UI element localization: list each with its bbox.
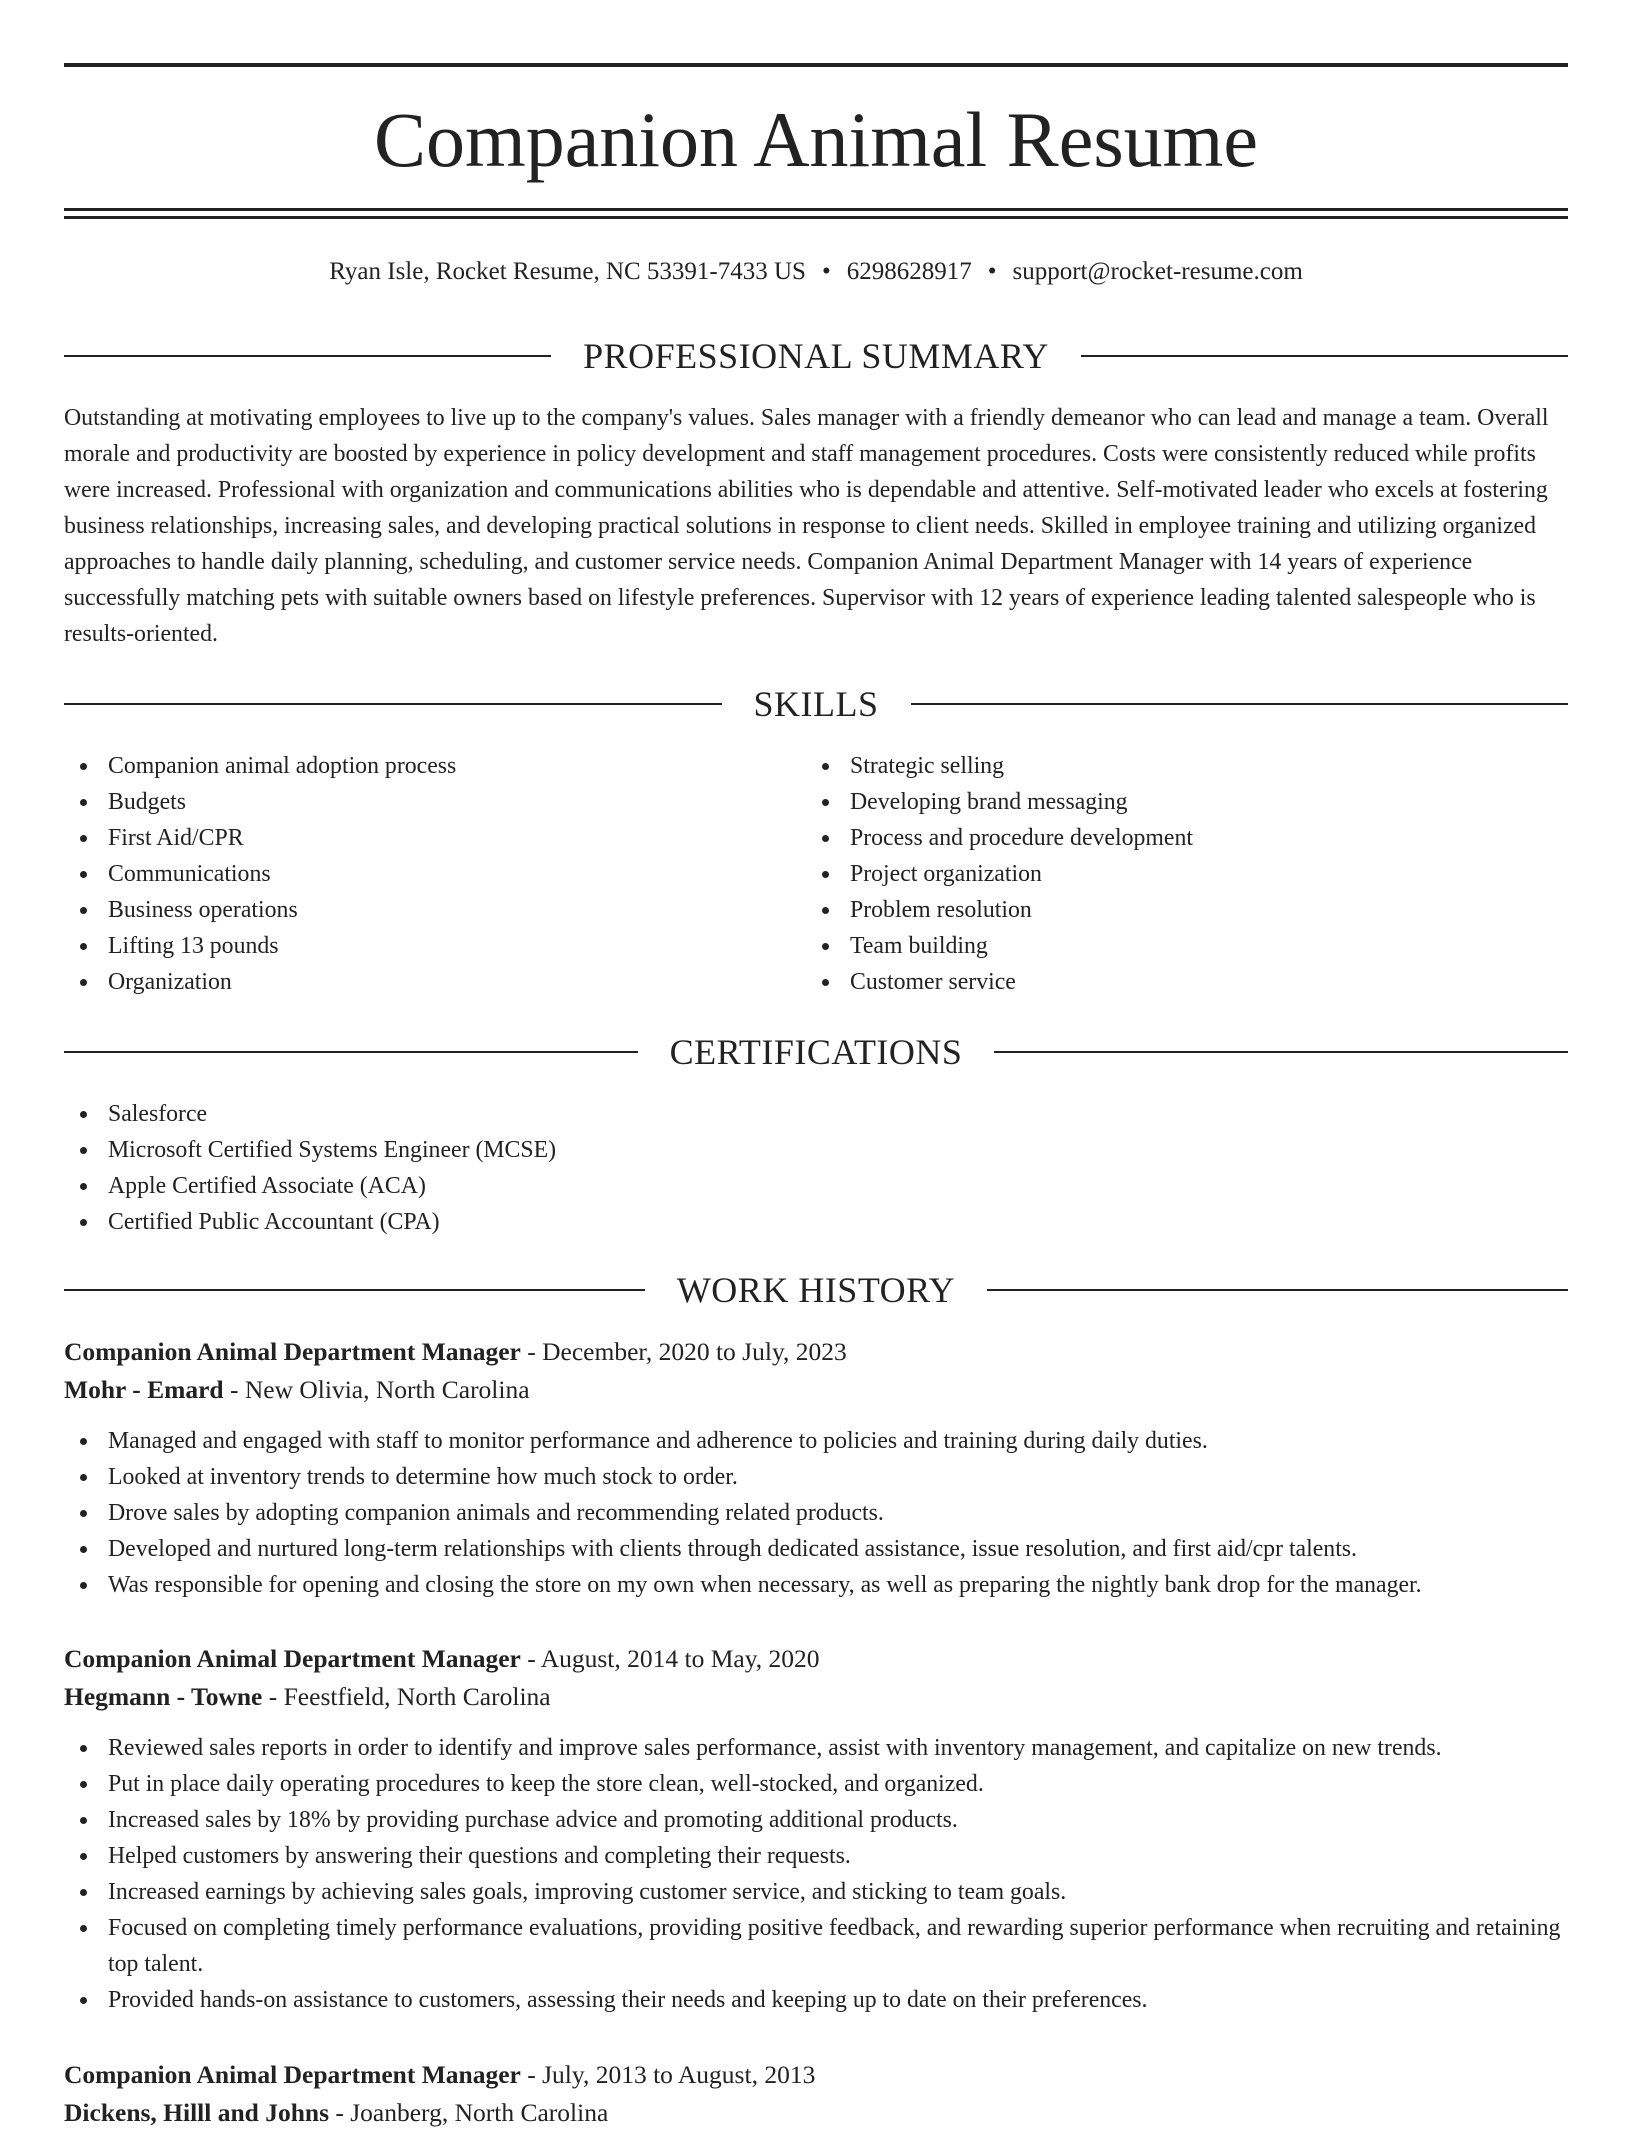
job-duty-item: Looked at inventory trends to determine how much stock to order. bbox=[64, 1459, 1568, 1495]
job-company: Dickens, Hilll and Johns bbox=[64, 2098, 329, 2127]
job-location: New Olivia, North Carolina bbox=[244, 1375, 530, 1404]
job-duty-item: Reviewed sales reports in order to identify and improve sales performance, assist with inventory management, and capitalize on new trends. bbox=[64, 1730, 1568, 1766]
skill-item: Customer service bbox=[806, 964, 1568, 1000]
job-entry bbox=[64, 1333, 1568, 1603]
job-company: Mohr - Emard bbox=[64, 1375, 224, 1404]
heading-rule bbox=[994, 1051, 1568, 1053]
heading-rule bbox=[64, 703, 722, 705]
job-duty-item: Developed and nurtured long-term relationships with clients through dedicated assistance, issue resolution, and first aid/cpr talents. bbox=[64, 1531, 1568, 1567]
contact-address: Ryan Isle, Rocket Resume, NC 53391-7433 US bbox=[329, 258, 806, 285]
job-duty-item: Was responsible for opening and closing the store on my own when necessary, as well as preparing the nightly bank drop for the manager. bbox=[64, 1567, 1568, 1603]
contact-separator: • bbox=[821, 258, 831, 285]
skill-item: Project organization bbox=[806, 856, 1568, 892]
job-duty-item: Managed and engaged with staff to monitor performance and adherence to policies and training during daily duties. bbox=[64, 1423, 1568, 1459]
job-entry bbox=[64, 1640, 1568, 2018]
skill-item: Strategic selling bbox=[806, 748, 1568, 784]
section-title: WORK HISTORY bbox=[676, 1270, 956, 1310]
job-duty-item: Increased earnings by achieving sales goals, improving customer service, and sticking to team goals. bbox=[64, 1874, 1568, 1910]
job-duty-item: Helped customers by answering their questions and completing their requests. bbox=[64, 1838, 1568, 1874]
section-heading-summary bbox=[64, 334, 1568, 378]
section-heading-certifications bbox=[64, 1030, 1568, 1074]
section-heading-skills bbox=[64, 682, 1568, 726]
header-top-rule bbox=[64, 63, 1568, 67]
skill-item: Process and procedure development bbox=[806, 820, 1568, 856]
section-heading-work-history bbox=[64, 1268, 1568, 1312]
skill-item: Lifting 13 pounds bbox=[64, 928, 804, 964]
heading-rule bbox=[987, 1289, 1568, 1291]
header-double-rule-lower bbox=[64, 216, 1568, 219]
heading-rule bbox=[1081, 355, 1568, 357]
job-company: Hegmann - Towne bbox=[64, 1682, 263, 1711]
contact-phone: 6298628917 bbox=[846, 258, 972, 285]
certification-item: Apple Certified Associate (ACA) bbox=[64, 1168, 1568, 1204]
section-title: PROFESSIONAL SUMMARY bbox=[583, 336, 1049, 376]
heading-rule bbox=[64, 355, 551, 357]
heading-rule bbox=[64, 1289, 645, 1291]
skill-item: Organization bbox=[64, 964, 804, 1000]
skill-item: Problem resolution bbox=[806, 892, 1568, 928]
job-title: Companion Animal Department Manager bbox=[64, 1644, 521, 1673]
job-duty-item: Focused on completing timely performance evaluations, providing positive feedback, and rewarding superior performance when recruiting and retaining top talent. bbox=[64, 1910, 1568, 1982]
contact-info bbox=[64, 254, 1568, 290]
job-role-line: Companion Animal Department Manager - July, 2013 to August, 2013 bbox=[64, 2060, 816, 2089]
job-duties-list bbox=[64, 1423, 1568, 1603]
heading-rule bbox=[64, 1051, 638, 1053]
job-title: Companion Animal Department Manager bbox=[64, 1337, 521, 1366]
heading-rule bbox=[911, 703, 1569, 705]
certification-item: Salesforce bbox=[64, 1096, 1568, 1132]
job-location: Feestfield, North Carolina bbox=[283, 1682, 551, 1711]
job-role-line: Companion Animal Department Manager - August, 2014 to May, 2020 bbox=[64, 1644, 820, 1673]
job-duties-list bbox=[64, 1730, 1568, 2018]
skill-item: Companion animal adoption process bbox=[64, 748, 804, 784]
job-title: Companion Animal Department Manager bbox=[64, 2060, 521, 2089]
job-dates: August, 2014 to May, 2020 bbox=[540, 1644, 820, 1673]
job-company-line: Dickens, Hilll and Johns - Joanberg, North Carolina bbox=[64, 2098, 609, 2127]
contact-separator: • bbox=[987, 258, 997, 285]
job-company-line: Mohr - Emard - New Olivia, North Carolina bbox=[64, 1375, 530, 1404]
resume-title: Companion Animal Resume bbox=[374, 96, 1258, 183]
job-entry bbox=[64, 2056, 1568, 2146]
job-duty-item: Increased sales by 18% by providing purchase advice and promoting additional products. bbox=[64, 1802, 1568, 1838]
skill-item: Developing brand messaging bbox=[806, 784, 1568, 820]
certifications-list bbox=[64, 1096, 1568, 1240]
skill-item: Team building bbox=[806, 928, 1568, 964]
job-company-line: Hegmann - Towne - Feestfield, North Carolina bbox=[64, 1682, 551, 1711]
header-double-rule-upper bbox=[64, 208, 1568, 211]
skills-list-right bbox=[806, 748, 1568, 1000]
section-title: CERTIFICATIONS bbox=[669, 1032, 963, 1072]
job-location: Joanberg, North Carolina bbox=[350, 2098, 609, 2127]
contact-email: support@rocket-resume.com bbox=[1012, 258, 1303, 285]
section-title: SKILLS bbox=[753, 684, 879, 724]
job-dates: December, 2020 to July, 2023 bbox=[542, 1337, 847, 1366]
skills-list-left bbox=[64, 748, 804, 1000]
job-duty-item: Provided hands-on assistance to customers, assessing their needs and keeping up to date on their preferences. bbox=[64, 1982, 1568, 2018]
summary-paragraph: Outstanding at motivating employees to live up to the company's values. Sales manager with a friendly demeanor who can lead and manage a team. Overall morale and productivity are boosted by experience in policy development and staff management procedures. Costs were consistently reduced while profits were increased. Professional with organization and communications abilities who is dependable and attentive. Self-motivated leader who excels at fostering business relationships, increasing sales, and developing practical solutions in response to client needs. Skilled in employee training and utilizing organized approaches to handle daily planning, scheduling, and customer service needs. Companion Animal Department Manager with 14 years of experience successfully matching pets with suitable owners based on lifestyle preferences. Supervisor with 12 years of experience leading talented salespeople who is results-oriented. bbox=[64, 405, 1549, 647]
certification-item: Certified Public Accountant (CPA) bbox=[64, 1204, 1568, 1240]
job-duty-item: Drove sales by adopting companion animals and recommending related products. bbox=[64, 1495, 1568, 1531]
job-dates: July, 2013 to August, 2013 bbox=[542, 2060, 816, 2089]
skill-item: Budgets bbox=[64, 784, 804, 820]
certification-item: Microsoft Certified Systems Engineer (MCSE) bbox=[64, 1132, 1568, 1168]
skill-item: Communications bbox=[64, 856, 804, 892]
skill-item: Business operations bbox=[64, 892, 804, 928]
job-duty-item: Put in place daily operating procedures to keep the store clean, well-stocked, and organized. bbox=[64, 1766, 1568, 1802]
job-role-line: Companion Animal Department Manager - December, 2020 to July, 2023 bbox=[64, 1337, 847, 1366]
skill-item: First Aid/CPR bbox=[64, 820, 804, 856]
